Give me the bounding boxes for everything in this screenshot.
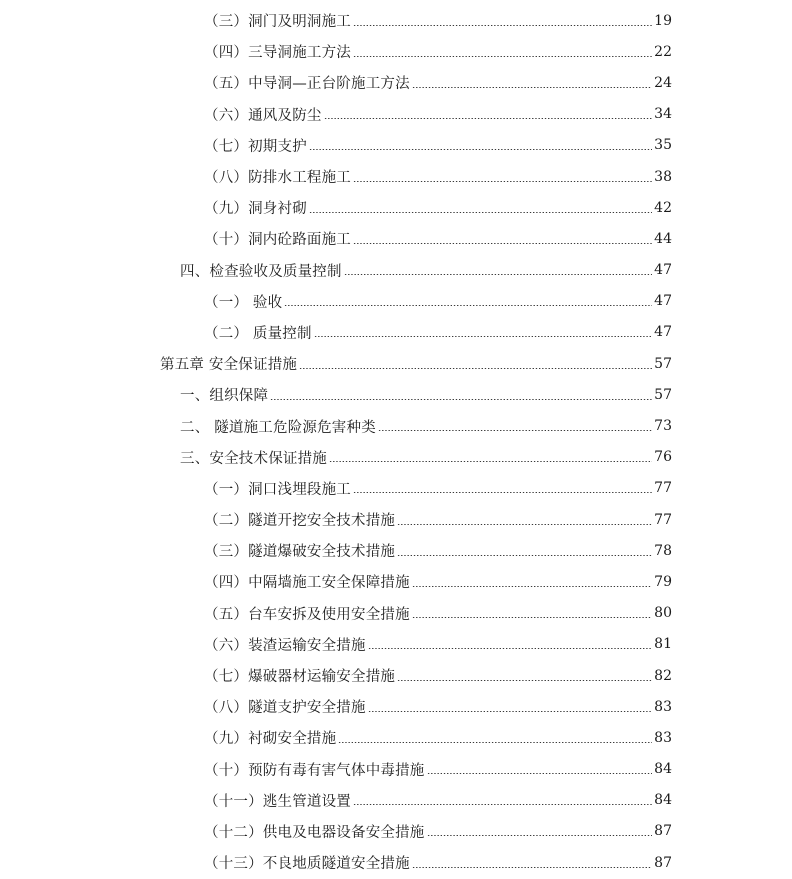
toc-entry-page-number: 84 xyxy=(654,792,672,809)
toc-entry-title: 第五章 安全保证措施 xyxy=(160,357,298,374)
dot-leader xyxy=(397,524,652,525)
toc-entry-title: （二）隧道开挖安全技术措施 xyxy=(204,513,396,530)
toc-entry-page-number: 78 xyxy=(654,542,672,559)
toc-entry[interactable] xyxy=(0,847,792,878)
dot-leader xyxy=(344,274,652,275)
toc-entry-page-number: 19 xyxy=(654,12,672,29)
toc-entry[interactable] xyxy=(0,535,792,566)
toc-entry-title: （四）三导洞施工方法 xyxy=(204,45,351,62)
dot-leader xyxy=(353,25,652,26)
toc-entry-page-number: 57 xyxy=(654,355,672,372)
toc-entry[interactable] xyxy=(0,99,792,130)
dot-leader xyxy=(397,555,652,556)
toc-entry-page-number: 44 xyxy=(654,230,672,247)
toc-entry-title: （十一）逃生管道设置 xyxy=(204,793,351,810)
toc-entry-page-number: 34 xyxy=(654,106,672,123)
toc-entry[interactable] xyxy=(0,691,792,722)
dot-leader xyxy=(284,305,652,306)
toc-entry-page-number: 47 xyxy=(654,293,672,310)
toc-entry-page-number: 83 xyxy=(654,698,672,715)
toc-entry-page-number: 38 xyxy=(654,168,672,185)
toc-entry-page-number: 83 xyxy=(654,729,672,746)
toc-entry[interactable] xyxy=(0,192,792,223)
toc-entry[interactable] xyxy=(0,442,792,473)
toc-entry[interactable] xyxy=(0,36,792,67)
dot-leader xyxy=(324,118,653,119)
toc-entry-title: 二、 隧道施工危险源危害种类 xyxy=(180,419,376,436)
toc-entry[interactable] xyxy=(0,317,792,348)
dot-leader xyxy=(427,835,653,836)
toc-entry-title: 四、检查验收及质量控制 xyxy=(180,263,342,280)
dot-leader xyxy=(270,399,652,400)
toc-entry[interactable] xyxy=(0,816,792,847)
toc-entry-page-number: 77 xyxy=(654,511,672,528)
toc-entry-page-number: 81 xyxy=(654,636,672,653)
toc-entry-page-number: 47 xyxy=(654,324,672,341)
toc-entry[interactable] xyxy=(0,660,792,691)
toc-entry-title: （三）隧道爆破安全技术措施 xyxy=(204,544,396,561)
toc-entry[interactable] xyxy=(0,722,792,753)
toc-entry-page-number: 79 xyxy=(654,573,672,590)
toc-entry-page-number: 82 xyxy=(654,667,672,684)
toc-entry-page-number: 76 xyxy=(654,449,672,466)
dot-leader xyxy=(299,368,652,369)
toc-entry-title: （六）通风及防尘 xyxy=(204,107,322,124)
toc-entry-page-number: 47 xyxy=(654,262,672,279)
dot-leader xyxy=(368,711,652,712)
toc-entry-title: （八）隧道支护安全措施 xyxy=(204,700,366,717)
toc-entry-page-number: 57 xyxy=(654,386,672,403)
toc-entry[interactable] xyxy=(0,504,792,535)
toc-entry[interactable] xyxy=(0,473,792,504)
toc-entry[interactable] xyxy=(0,223,792,254)
dot-leader xyxy=(353,56,652,57)
toc-entry[interactable] xyxy=(0,379,792,410)
toc-entry-page-number: 84 xyxy=(654,761,672,778)
toc-entry-page-number: 22 xyxy=(654,43,672,60)
toc-entry-title: （十）洞内砼路面施工 xyxy=(204,232,351,249)
dot-leader xyxy=(309,212,652,213)
toc-entry-title: （九）洞身衬砌 xyxy=(204,201,307,218)
toc-entry-page-number: 73 xyxy=(654,418,672,435)
dot-leader xyxy=(309,149,652,150)
toc-entry[interactable] xyxy=(0,785,792,816)
dot-leader xyxy=(412,87,652,88)
toc-entry[interactable] xyxy=(0,67,792,98)
dot-leader xyxy=(368,648,652,649)
toc-entry[interactable] xyxy=(0,348,792,379)
toc-entry[interactable] xyxy=(0,754,792,785)
toc-entry[interactable] xyxy=(0,629,792,660)
table-of-contents xyxy=(0,5,792,878)
toc-entry-title: （五）中导洞—正台阶施工方法 xyxy=(204,76,410,93)
toc-entry-title: （五）台车安拆及使用安全措施 xyxy=(204,606,410,623)
dot-leader xyxy=(397,680,652,681)
dot-leader xyxy=(353,243,652,244)
dot-leader xyxy=(353,492,652,493)
toc-entry[interactable] xyxy=(0,598,792,629)
toc-entry[interactable] xyxy=(0,410,792,441)
toc-entry-title: （七）初期支护 xyxy=(204,138,307,155)
toc-entry[interactable] xyxy=(0,566,792,597)
dot-leader xyxy=(412,617,652,618)
toc-entry[interactable] xyxy=(0,5,792,36)
toc-entry-title: 三、安全技术保证措施 xyxy=(180,450,327,467)
dot-leader xyxy=(353,181,652,182)
toc-entry-title: （十三）不良地质隧道安全措施 xyxy=(204,856,410,873)
toc-entry-title: （九）衬砌安全措施 xyxy=(204,731,337,748)
dot-leader xyxy=(427,773,653,774)
toc-entry[interactable] xyxy=(0,286,792,317)
toc-entry-title: （三）洞门及明洞施工 xyxy=(204,14,351,31)
dot-leader xyxy=(338,742,652,743)
toc-entry-title: （一） 验收 xyxy=(204,294,283,311)
toc-entry-title: （一）洞口浅埋段施工 xyxy=(204,481,351,498)
toc-entry-title: （七）爆破器材运输安全措施 xyxy=(204,669,396,686)
toc-entry-title: 一、组织保障 xyxy=(180,388,269,405)
dot-leader xyxy=(353,804,652,805)
toc-entry-title: （十二）供电及电器设备安全措施 xyxy=(204,824,425,841)
dot-leader xyxy=(378,430,652,431)
toc-entry-title: （八）防排水工程施工 xyxy=(204,170,351,187)
toc-entry-title: （四）中隔墙施工安全保障措施 xyxy=(204,575,410,592)
toc-entry-page-number: 24 xyxy=(654,74,672,91)
toc-entry-page-number: 35 xyxy=(654,137,672,154)
toc-entry-title: （六）装渣运输安全措施 xyxy=(204,637,366,654)
toc-entry-page-number: 80 xyxy=(654,605,672,622)
toc-entry-page-number: 42 xyxy=(654,199,672,216)
dot-leader xyxy=(412,867,652,868)
toc-entry-page-number: 87 xyxy=(654,823,672,840)
toc-entry[interactable] xyxy=(0,255,792,286)
toc-entry-page-number: 87 xyxy=(654,854,672,871)
dot-leader xyxy=(314,336,652,337)
toc-entry-page-number: 77 xyxy=(654,480,672,497)
dot-leader xyxy=(412,586,652,587)
dot-leader xyxy=(329,461,652,462)
toc-entry-title: （二） 质量控制 xyxy=(204,325,312,342)
toc-entry[interactable] xyxy=(0,130,792,161)
toc-entry-title: （十）预防有毒有害气体中毒措施 xyxy=(204,762,425,779)
toc-entry[interactable] xyxy=(0,161,792,192)
